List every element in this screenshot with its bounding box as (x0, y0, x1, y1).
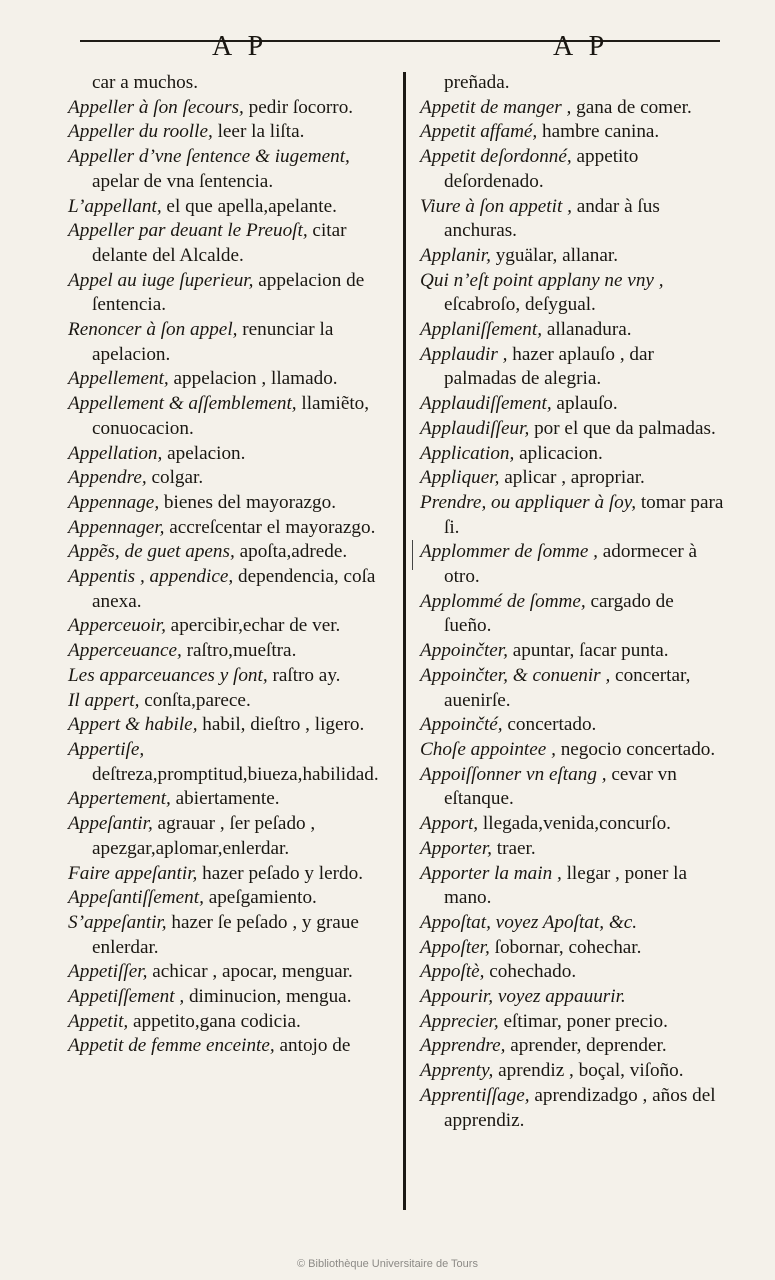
dictionary-entry (68, 367, 388, 392)
dictionary-entry (68, 812, 388, 861)
entry-definition: preñada. (444, 72, 510, 93)
dictionary-entry (68, 911, 388, 960)
entry-headword: Applommer de ſomme , (420, 541, 598, 563)
column-divider (403, 72, 406, 1210)
entry-definition: llegar , poner la mano. (444, 862, 687, 909)
entry-headword: Qui n’eſt point applany ne vny , (420, 269, 664, 291)
entry-headword: Renoncer à ſon appel, (68, 319, 238, 341)
entry-definition: aplauſo. (551, 393, 618, 415)
dictionary-entry (68, 219, 388, 268)
dictionary-entry (68, 862, 388, 887)
dictionary-entry (420, 590, 726, 639)
dictionary-entry (68, 1010, 388, 1035)
dictionary-entry (68, 565, 388, 614)
dictionary-entry (420, 392, 726, 417)
dictionary-entry (420, 71, 726, 96)
dictionary-entry (68, 269, 388, 318)
entry-definition: adormecer à otro. (444, 541, 698, 588)
dictionary-entry (420, 862, 726, 911)
entry-definition: negocio concertado. (555, 738, 716, 760)
dictionary-entry (420, 96, 726, 121)
entry-definition: achicar , apocar, menguar. (147, 961, 353, 983)
entry-definition: apeſgamiento. (203, 887, 317, 909)
dictionary-entry (420, 1034, 726, 1059)
dictionary-entry (420, 417, 726, 442)
dictionary-entry (68, 1034, 388, 1059)
entry-definition: leer la liſta. (212, 121, 305, 143)
entry-headword: Viure à ſon appetit , (420, 195, 572, 217)
entry-definition: yguälar, allanar. (490, 244, 618, 266)
entry-headword: Appourir, voyez appauurir. (420, 986, 626, 1008)
entry-headword: Appennage, (68, 491, 160, 513)
entry-headword: Apperceuance, (68, 640, 182, 662)
entry-headword: Appoiſſonner vn eſtang , (420, 763, 607, 785)
entry-headword: Il appert, (68, 689, 140, 711)
entry-definition: hambre canina. (537, 121, 660, 143)
entry-definition: colgar. (146, 467, 204, 489)
left-column (68, 71, 388, 1059)
dictionary-entry (420, 442, 726, 467)
entry-definition: conſta,parece. (139, 689, 251, 711)
dictionary-entry (420, 985, 726, 1010)
entry-definition: concertar, auenirſe. (444, 664, 691, 711)
entry-definition: apelar de vna ſentencia. (92, 170, 274, 192)
dictionary-entry (420, 1084, 726, 1133)
entry-definition: aplicar , apropriar. (499, 467, 645, 489)
dictionary-entry (68, 689, 388, 714)
entry-definition: tomar para ſi. (444, 491, 724, 538)
entry-definition: apuntar, ſacar punta. (507, 640, 669, 662)
entry-headword: Appoſter, (420, 936, 490, 958)
entry-headword: Appetit affamé, (420, 121, 538, 143)
dictionary-entry (420, 812, 726, 837)
entry-headword: Appetit de femme enceinte, (68, 1035, 275, 1057)
entry-definition: deſtreza,promptitud,biueza,habilidad. (92, 763, 379, 785)
dictionary-entry (420, 1059, 726, 1084)
entry-headword: Choſe appointee , (420, 738, 556, 760)
entry-headword: Apporter la main , (420, 862, 562, 884)
entry-headword: Appeller à ſon ſecours, (68, 96, 244, 118)
entry-headword: Appellement, (68, 368, 169, 390)
entry-headword: Appetiſſement , (68, 986, 185, 1008)
column-divider-secondary (412, 540, 413, 570)
entry-definition: habil, dieſtro , ligero. (197, 714, 365, 736)
entry-headword: Apprenty, (420, 1060, 494, 1082)
dictionary-entry (420, 639, 726, 664)
entry-definition: raſtro ay. (267, 664, 341, 686)
dictionary-entry (68, 738, 388, 787)
dictionary-entry (68, 96, 388, 121)
dictionary-entry (68, 639, 388, 664)
entry-definition: appetito deſordenado. (444, 146, 639, 192)
entry-headword: Applaniſſement, (420, 319, 543, 341)
dictionary-entry (420, 195, 726, 244)
entry-headword: Appetiſſer, (68, 961, 148, 983)
entry-definition: renunciar la apelacion. (92, 319, 334, 365)
entry-definition: pedir ſocorro. (243, 96, 354, 118)
dictionary-entry (420, 763, 726, 812)
entry-definition: hazer ſe peſado , y graue enlerdar. (92, 911, 359, 958)
entry-headword: Appoinčter, (420, 640, 508, 662)
entry-definition: allanadura. (542, 319, 632, 341)
dictionary-entry (420, 120, 726, 145)
entry-definition: hazer peſado y lerdo. (197, 862, 364, 884)
header-rule (80, 40, 720, 42)
entry-definition: appetito,gana codicia. (128, 1010, 301, 1032)
dictionary-entry (420, 837, 726, 862)
dictionary-entry (420, 318, 726, 343)
dictionary-entry (420, 936, 726, 961)
dictionary-entry (420, 911, 726, 936)
entry-headword: Appeller par deuant le Preuoſt, (68, 220, 308, 242)
dictionary-entry (420, 343, 726, 392)
dictionary-entry (68, 145, 388, 194)
dictionary-entry (420, 738, 726, 763)
entry-headword: Appetit, (68, 1010, 129, 1032)
entry-headword: Appetit deſordonné, (420, 146, 572, 168)
dictionary-entry (68, 318, 388, 367)
entry-headword: Apprentiſſage, (420, 1084, 530, 1106)
entry-definition: cargado de ſueño. (444, 590, 674, 637)
entry-definition: apercibir,echar de ver. (165, 615, 341, 637)
dictionary-entry (420, 713, 726, 738)
dictionary-entry (68, 614, 388, 639)
dictionary-entry (68, 886, 388, 911)
dictionary-entry (68, 985, 388, 1010)
dictionary-entry (68, 491, 388, 516)
entry-headword: Appeller d’vne ſentence & iugement, (68, 146, 350, 168)
dictionary-entry (68, 466, 388, 491)
entry-headword: Applaudiſſement, (420, 393, 552, 415)
entry-headword: S’appeſantir, (68, 911, 167, 933)
entry-headword: Appertement, (68, 788, 171, 810)
entry-headword: Faire appeſantir, (68, 862, 198, 884)
entry-definition: apoſta,adrede. (234, 541, 348, 563)
entry-definition: gana de comer. (571, 96, 692, 118)
dictionary-entry (420, 244, 726, 269)
entry-headword: Appellation, (68, 442, 163, 464)
entry-definition: car a muchos. (92, 72, 199, 93)
dictionary-entry (420, 540, 726, 589)
entry-headword: Appel au iuge ſuperieur, (68, 269, 254, 291)
running-head-right: A P (553, 31, 610, 62)
entry-definition: abiertamente. (170, 788, 280, 810)
entry-headword: Application, (420, 442, 515, 464)
entry-definition: traer. (491, 837, 536, 859)
dictionary-entry (68, 195, 388, 220)
entry-headword: Appeſantiſſement, (68, 887, 204, 909)
entry-definition: dependencia, coſa anexa. (92, 566, 376, 612)
dictionary-entry (420, 491, 726, 540)
entry-definition: citar delante del Alcalde. (92, 220, 347, 266)
entry-headword: Prendre, ou appliquer à ſoy, (420, 491, 637, 513)
entry-headword: Apprendre, (420, 1035, 506, 1057)
dictionary-entry (420, 466, 726, 491)
entry-headword: Appoinčté, (420, 714, 503, 736)
entry-definition: eſcabroſo, deſygual. (444, 294, 596, 316)
entry-headword: Applaudir , (420, 343, 508, 365)
entry-headword: Appẽs, de guet apens, (68, 541, 235, 563)
running-head-left: A P (212, 31, 269, 62)
entry-headword: Apport, (420, 813, 479, 835)
entry-headword: Appendre, (68, 467, 147, 489)
dictionary-entry (420, 960, 726, 985)
entry-definition: cohechado. (484, 961, 577, 983)
entry-definition: antojo de (274, 1035, 351, 1057)
entry-headword: Appoſtat, voyez Apoſtat, &c. (420, 911, 638, 933)
entry-headword: Appentis , appendice, (68, 566, 234, 588)
entry-headword: Appellement & aſſemblement, (68, 393, 297, 415)
right-column (420, 71, 726, 1133)
entry-headword: Apporter, (420, 837, 492, 859)
entry-definition: aprendiz , boçal, viſoño. (493, 1060, 684, 1082)
entry-headword: Les apparceuances y ſont, (68, 664, 268, 686)
dictionary-entry (68, 442, 388, 467)
entry-definition: cevar vn eſtanque. (444, 763, 677, 810)
dictionary-entry (68, 71, 388, 96)
entry-definition: concertado. (502, 714, 597, 736)
entry-headword: Appennager, (68, 516, 165, 538)
dictionary-entry (68, 960, 388, 985)
entry-headword: L’appellant, (68, 195, 162, 217)
entry-definition: aprender, deprender. (505, 1035, 667, 1057)
entry-definition: aprendizadgo , años del apprendiz. (444, 1084, 716, 1131)
entry-headword: Appetit de manger , (420, 96, 572, 118)
entry-headword: Appeſantir, (68, 813, 153, 835)
dictionary-entry (68, 787, 388, 812)
dictionary-entry (420, 664, 726, 713)
dictionary-entry (68, 120, 388, 145)
dictionary-entry (68, 664, 388, 689)
dictionary-entry (68, 540, 388, 565)
entry-definition: appelacion de ſentencia. (92, 269, 365, 316)
entry-headword: Apprecier, (420, 1010, 499, 1032)
entry-headword: Appert & habile, (68, 714, 198, 736)
entry-definition: bienes del mayorazgo. (159, 491, 337, 513)
entry-definition: por el que da palmadas. (529, 417, 716, 439)
dictionary-entry (420, 1010, 726, 1035)
entry-headword: Appertiſe, (68, 738, 145, 760)
entry-headword: Appeller du roolle, (68, 121, 213, 143)
dictionary-entry (68, 392, 388, 441)
entry-headword: Applaudiſſeur, (420, 417, 530, 439)
entry-headword: Applommé de ſomme, (420, 590, 586, 612)
entry-definition: appelacion , llamado. (168, 368, 338, 390)
copyright-footer: © Bibliothèque Universitaire de Tours (297, 1258, 478, 1270)
entry-definition: raſtro,mueſtra. (181, 640, 297, 662)
entry-definition: el que apella,apelante. (161, 195, 337, 217)
dictionary-entry (420, 269, 726, 318)
entry-definition: llegada,venida,concurſo. (478, 813, 671, 835)
entry-headword: Appoſtè, (420, 961, 485, 983)
entry-definition: hazer aplauſo , dar palmadas de alegria. (444, 343, 654, 390)
entry-definition: apelacion. (162, 442, 246, 464)
dictionary-entry (420, 145, 726, 194)
entry-definition: ſobornar, cohechar. (489, 936, 642, 958)
entry-definition: eſtimar, poner precio. (498, 1010, 668, 1032)
entry-definition: andar à ſus anchuras. (444, 195, 660, 242)
entry-headword: Appoinčter, & conuenir , (420, 664, 611, 686)
entry-definition: llamiẽto, conuocacion. (92, 393, 370, 439)
entry-definition: diminucion, mengua. (184, 986, 352, 1008)
entry-definition: aplicacion. (514, 442, 603, 464)
dictionary-entry (68, 516, 388, 541)
entry-headword: Appliquer, (420, 467, 500, 489)
entry-definition: accreſcentar el mayorazgo. (164, 516, 376, 538)
entry-headword: Applanir, (420, 244, 491, 266)
entry-headword: Apperceuoir, (68, 615, 166, 637)
dictionary-entry (68, 713, 388, 738)
entry-definition: agrauar , ſer peſado , apezgar,aplomar,enlerdar. (92, 813, 316, 859)
